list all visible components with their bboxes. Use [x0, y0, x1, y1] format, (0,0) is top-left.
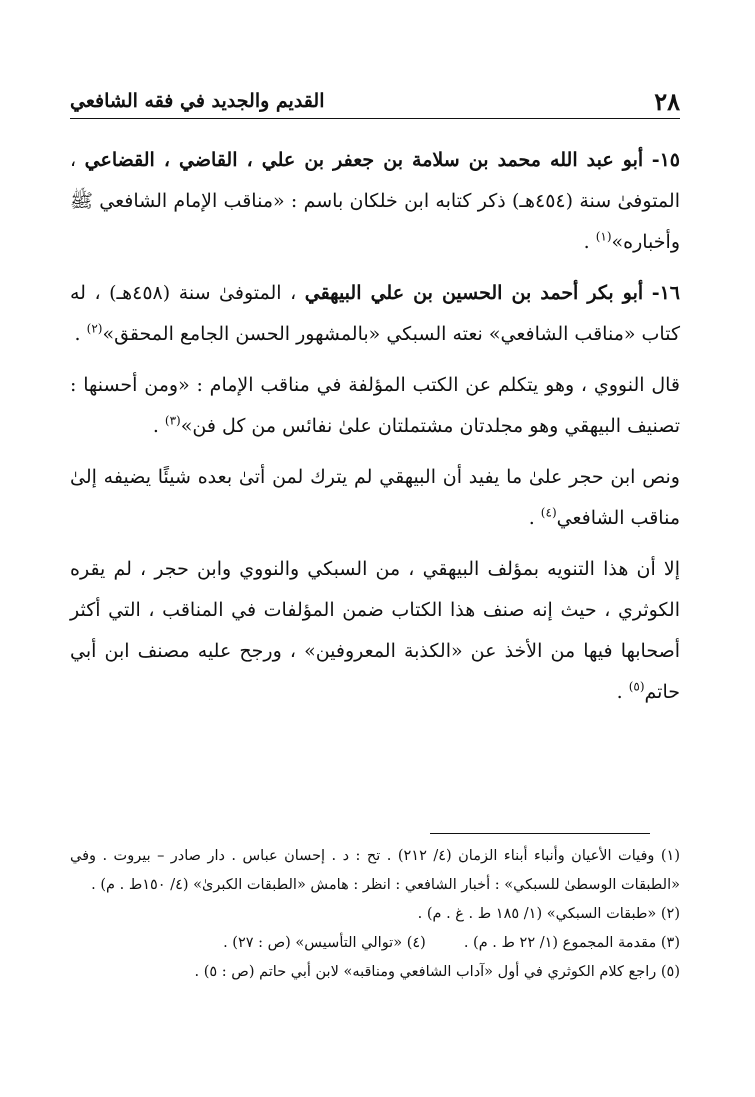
- paragraph-end: .: [152, 415, 159, 437]
- entry-author-name: أبو بكر أحمد بن الحسين بن علي البيهقي: [304, 282, 644, 304]
- footnote-ref: (١): [595, 229, 612, 244]
- entry-16: [70, 273, 680, 355]
- entry-author-name: أبو عبد الله محمد بن سلامة بن جعفر بن علي ، القاضي ، القضاعي: [84, 149, 644, 171]
- page-header: [70, 84, 680, 119]
- entry-number: ١٥-: [651, 149, 681, 171]
- footnote-4: (٤) «توالي التأسيس» (ص : ٢٧) .: [223, 935, 426, 951]
- paragraph-text: ونص ابن حجر علىٰ ما يفيد أن البيهقي لم يترك لمن أتىٰ بعده شيئًا يضيفه إلىٰ مناقب الشافعي: [70, 466, 680, 529]
- footnote-3: (٣) مقدمة المجموع (١/ ٢٢ ط . م) .: [463, 935, 680, 951]
- main-text: [70, 140, 680, 723]
- paragraph-end: .: [616, 681, 623, 703]
- entry-text: ، المتوفىٰ سنة (٤٥٤هـ) ذكر كتابه ابن خلكان باسم : «مناقب الإمام الشافعي ﷺ وأخباره»: [70, 149, 680, 253]
- entry-end: .: [74, 323, 81, 345]
- footnote-2: (٢) «طبقات السبكي» (١/ ١٨٥ ط . غ . م) .: [417, 906, 680, 922]
- paragraph-text: إلا أن هذا التنويه بمؤلف البيهقي ، من السبكي والنووي وابن حجر ، لم يقره الكوثري ، حيث إنه صنف هذا الكتاب ضمن المؤلفات في المناقب ، التي أكثر أصحابها فيها من الأخذ عن «الكذبة المعروفين» ، ورجح عليه مصنف ابن أبي حاتم: [70, 558, 680, 703]
- footnote-separator: [430, 833, 650, 834]
- paragraph-text: قال النووي ، وهو يتكلم عن الكتب المؤلفة في مناقب الإمام : «ومن أحسنها : تصنيف البيهقي وهو مجلدتان مشتملتان علىٰ نفائس من كل فن»: [70, 374, 680, 437]
- footnote-ref: (٤): [540, 505, 557, 520]
- footnote-1: (١) وفيات الأعيان وأنباء أبناء الزمان (٤/ ٢١٢) . تح : د . إحسان عباس . دار صادر – بيروت . وفي «الطبقات الوسطىٰ للسبكي» : أخبار الشافعي : انظر : هامش «الطبقات الكبرىٰ» (٤/ ١٥٠ط . م) .: [70, 848, 681, 893]
- running-title: القديم والجديد في فقه الشافعي: [70, 90, 325, 112]
- entry-number: ١٦-: [651, 282, 680, 304]
- paragraph-kawthari: [70, 549, 680, 713]
- paragraph-end: .: [528, 507, 535, 529]
- footnote-ref: (٥): [628, 679, 645, 694]
- footnote-row: [70, 929, 680, 958]
- paragraph-nawawi: [70, 365, 680, 447]
- footnotes: [70, 842, 680, 987]
- entry-end: .: [583, 231, 590, 253]
- footnote-ref: (٣): [164, 413, 181, 428]
- entry-text: ، المتوفىٰ سنة (٤٥٨هـ) ، له كتاب «مناقب الشافعي» نعته السبكي «بالمشهور الحسن الجامع المحقق»: [70, 282, 680, 345]
- paragraph-ibn-hajar: [70, 457, 680, 539]
- footnote-5: (٥) راجع كلام الكوثري في أول «آداب الشافعي ومناقبه» لابن أبي حاتم (ص : ٥) .: [194, 964, 680, 980]
- page-number: ٢٨: [654, 86, 680, 116]
- footnote-ref: (٢): [86, 321, 103, 336]
- entry-15: [70, 140, 680, 263]
